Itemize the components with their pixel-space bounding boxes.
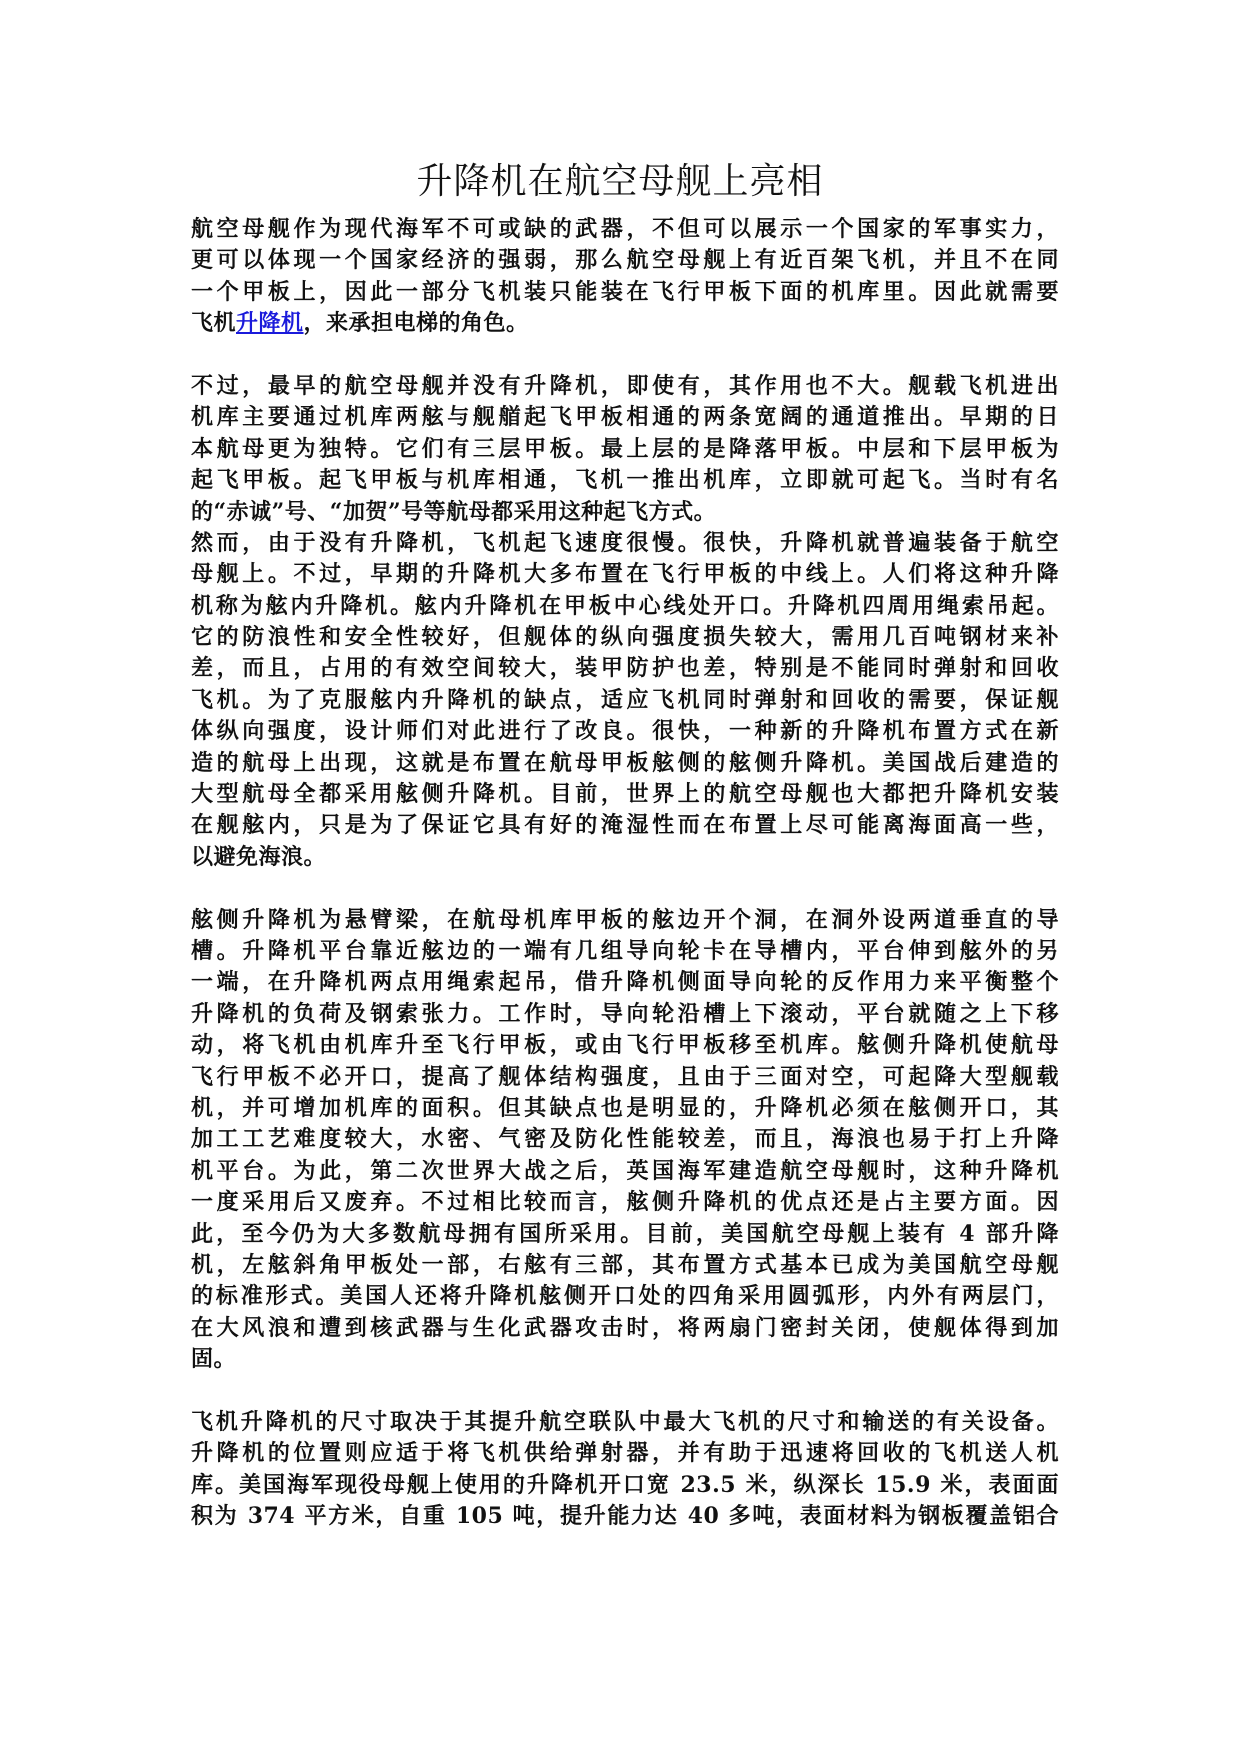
text-line: 升降机的位置则应适于将飞机供给弹射器，并有助于迅速将回收的飞机送人机 [191, 1440, 1059, 1467]
text-fragment: ，来承担电梯的角色。 [303, 310, 529, 337]
text-line: 航空母舰作为现代海军不可或缺的武器，不但可以展示一个国家的军事实力， [191, 216, 1059, 242]
text-line: 机，左舷斜角甲板处一部，右舷有三部，其布置方式基本已成为美国航空母舰 [191, 1251, 1059, 1278]
text-line: 母舰上。不过，早期的升降机大多布置在飞行甲板的中线上。人们将这种升降 [191, 561, 1059, 588]
text-line: 飞机升降机的尺寸取决于其提升航空联队中最大飞机的尺寸和输送的有关设备。 [191, 1408, 1059, 1435]
text-fragment: 飞机 [191, 310, 237, 337]
page-title: 升降机在航空母舰上亮相 [416, 161, 824, 202]
text-line: 固。 [191, 1346, 237, 1373]
paragraph-inboard-elevators [191, 528, 1059, 873]
text-line: 机平台。为此，第二次世界大战之后，英国海军建造航空母舰时，这种升降机 [191, 1157, 1059, 1184]
text-line: 动，将飞机由机库升至飞行甲板，或由飞行甲板移至机库。舷侧升降机使航母 [191, 1032, 1059, 1059]
text-line: 以避免海浪。 [191, 843, 327, 870]
text-line: 体纵向强度，设计师们对此进行了改良。很快，一种新的升降机布置方式在新 [191, 718, 1059, 745]
text-line: 库。美国海军现役母舰上使用的升降机开口宽 23.5 米，纵深长 15.9 米，表面面 [191, 1471, 1059, 1498]
paragraph-elevator-dimensions [191, 1407, 1059, 1533]
text-line: 机，并可增加机库的面积。但其缺点也是明显的，升降机必须在舷侧开口，其 [191, 1094, 1059, 1121]
text-line: 升降机的负荷及钢索张力。工作时，导向轮沿槽上下滚动，平台就随之上下移 [191, 1000, 1059, 1027]
text-line: 一度采用后又废弃。不过相比较而言，舷侧升降机的优点还是占主要方面。因 [191, 1189, 1059, 1216]
text-line: 大型航母全都采用舷侧升降机。目前，世界上的航空母舰也大都把升降机安装 [191, 781, 1059, 808]
text-line: 此，至今仍为大多数航母拥有国所采用。目前，美国航空母舰上装有 4 部升降 [191, 1220, 1059, 1247]
text-line: 的标准形式。美国人还将升降机舷侧开口处的四角采用圆弧形，内外有两层门， [191, 1283, 1059, 1310]
text-line: 在舰舷内，只是为了保证它具有好的淹湿性而在布置上尽可能离海面高一些， [191, 812, 1059, 839]
text-line: 差，而且，占用的有效空间较大，装甲防护也差，特别是不能同时弹射和回收 [191, 655, 1059, 682]
text-line: 一个甲板上，因此一部分飞机装只能装在飞行甲板下面的机库里。因此就需要 [191, 278, 1059, 305]
paragraph-gap [191, 340, 1059, 371]
text-line: 更可以体现一个国家经济的强弱，那么航空母舰上有近百架飞机，并且不在同 [191, 247, 1059, 274]
text-line: 槽。升降机平台靠近舷边的一端有几组导向轮卡在导槽内，平台伸到舷外的另 [191, 937, 1059, 964]
text-line: 机库主要通过机库两舷与舰艏起飞甲板相通的两条宽阔的通道推出。早期的日 [191, 404, 1059, 431]
text-line: 飞机。为了克服舷内升降机的缺点，适应飞机同时弹射和回收的需要，保证舰 [191, 686, 1059, 713]
paragraph-intro [191, 214, 1059, 340]
text-line: 本航母更为独特。它们有三层甲板。最上层的是降落甲板。中层和下层甲板为 [191, 435, 1059, 462]
text-line: 的“赤诚”号、“加贺”号等航母都采用这种起飞方式。 [191, 498, 717, 525]
text-line: 它的防浪性和安全性较好，但舰体的纵向强度损失较大，需用几百吨钢材来补 [191, 624, 1059, 651]
paragraph-gap [191, 873, 1059, 904]
text-line: 加工工艺难度较大，水密、气密及防化性能较差，而且，海浪也易于打上升降 [191, 1126, 1059, 1153]
text-line: 然而，由于没有升降机，飞机起飞速度很慢。很快，升降机就普遍装备于航空 [191, 529, 1059, 556]
text-line: 不过，最早的航空母舰并没有升降机，即使有，其作用也不大。舰载飞机进出 [191, 372, 1059, 399]
text-line: 起飞甲板。起飞甲板与机库相通，飞机一推出机库，立即就可起飞。当时有名 [191, 467, 1059, 494]
paragraph-deck-edge-elevators [191, 905, 1059, 1376]
paragraph-early-carriers [191, 371, 1059, 528]
text-line: 舷侧升降机为悬臂梁，在航母机库甲板的舷边开个洞，在洞外设两道垂直的导 [191, 906, 1059, 933]
text-line: 造的航母上出现，这就是布置在航母甲板舷侧的舷侧升降机。美国战后建造的 [191, 749, 1059, 776]
text-line: 机称为舷内升降机。舷内升降机在甲板中心线处开口。升降机四周用绳索吊起。 [191, 592, 1059, 619]
document-body [191, 214, 1059, 1532]
text-line: 在大风浪和遭到核武器与生化武器攻击时，将两扇门密封关闭，使舰体得到加 [191, 1314, 1059, 1341]
paragraph-gap [191, 1375, 1059, 1406]
text-line: 一端，在升降机两点用绳索起吊，借升降机侧面导向轮的反作用力来平衡整个 [191, 969, 1059, 996]
text-line [191, 308, 1059, 339]
text-line: 飞行甲板不必开口，提高了舰体结构强度，且由于三面对空，可起降大型舰载 [191, 1063, 1059, 1090]
text-line: 积为 374 平方米，自重 105 吨，提升能力达 40 多吨，表面材料为钢板覆盖铝合 [191, 1503, 1059, 1530]
elevator-link[interactable]: 升降机 [236, 310, 304, 337]
